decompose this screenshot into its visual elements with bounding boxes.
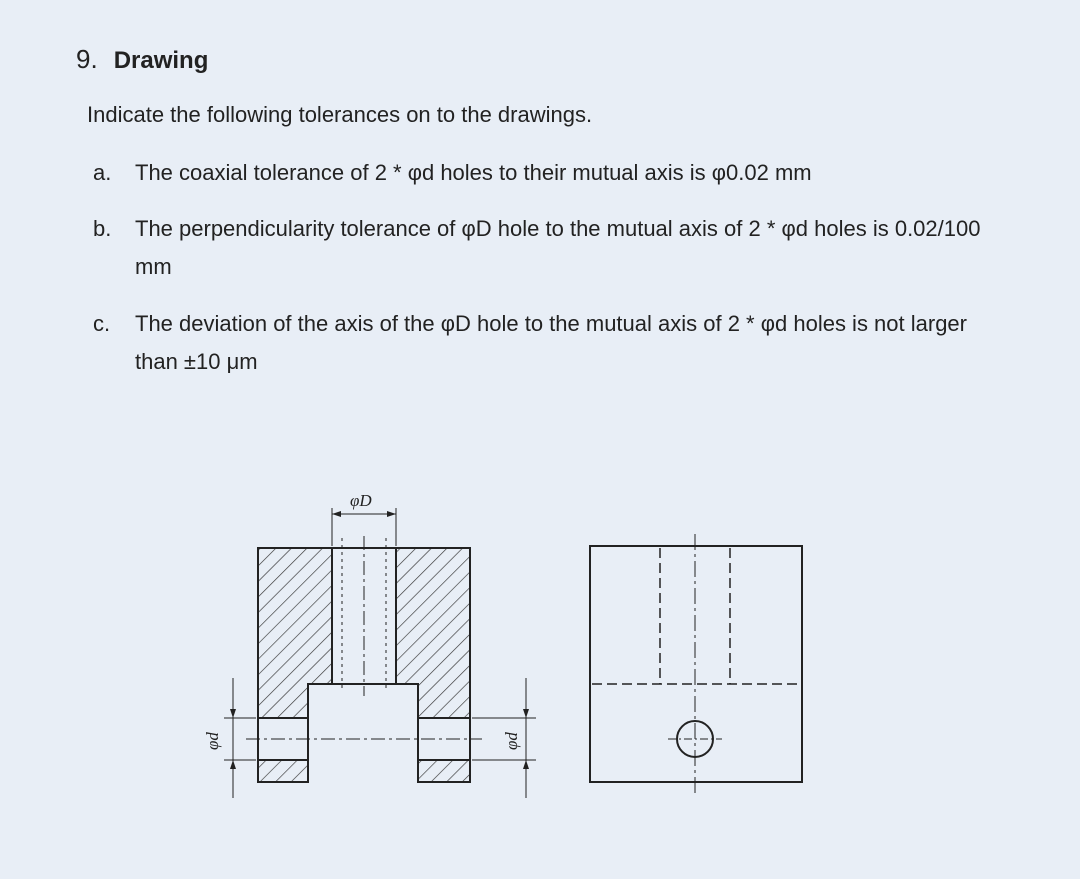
section-number: 9. <box>76 44 98 74</box>
list-item-text: The deviation of the axis of the φD hole to the mutual axis of 2 * φd holes is not larger than ±10 μm <box>135 311 967 374</box>
list-item-a <box>93 154 995 192</box>
list-marker: a. <box>93 160 112 185</box>
section-heading <box>76 44 208 75</box>
side-view <box>590 534 802 796</box>
label-phi-D: φD <box>350 491 372 510</box>
drawing-svg <box>190 478 840 808</box>
list-item-c <box>93 305 995 381</box>
list-marker: c. <box>93 311 111 336</box>
list-item-text: The perpendicularity tolerance of φD hole to the mutual axis of 2 * φd holes is 0.02/100 mm <box>135 216 981 279</box>
section-title: Drawing <box>113 47 209 74</box>
side-view-outline <box>590 546 802 782</box>
technical-drawing <box>190 478 840 808</box>
list-item-b <box>93 210 995 286</box>
label-phi-d-right: φd <box>502 732 521 750</box>
list-marker: b. <box>93 216 112 241</box>
section-view <box>224 508 536 798</box>
instruction-text: Indicate the following tolerances on to the drawings. <box>87 102 593 127</box>
label-phi-d-left: φd <box>203 732 222 750</box>
list-item-text: The coaxial tolerance of 2 * φd holes to their mutual axis is φ0.02 mm <box>135 160 812 185</box>
